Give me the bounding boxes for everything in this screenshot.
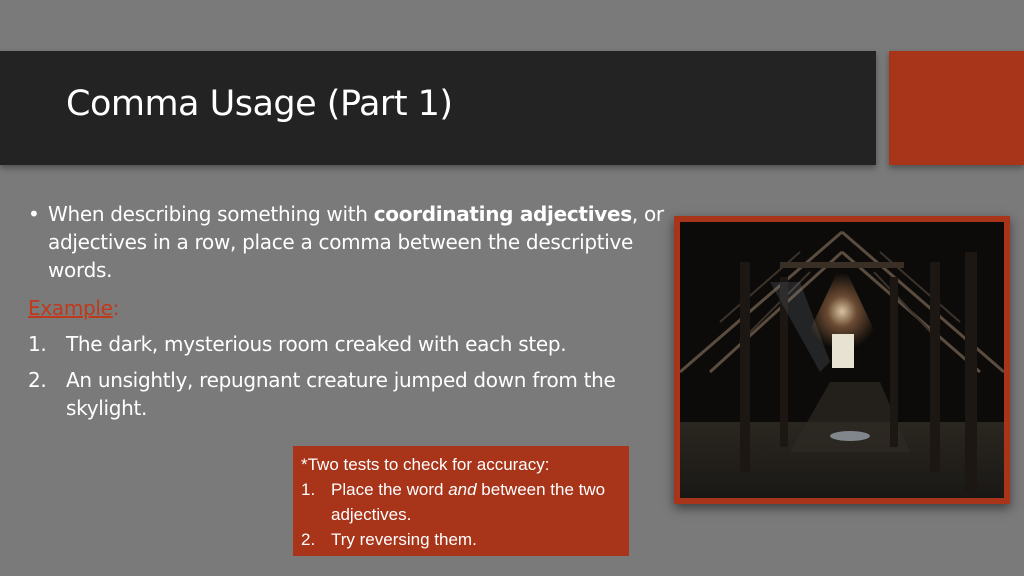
bullet-bold-term: coordinating adjectives xyxy=(373,202,632,226)
example-label: Example xyxy=(28,296,113,320)
test-item-text-after: between the two adjectives. xyxy=(331,480,606,524)
tests-heading: *Two tests to check for accuracy: xyxy=(301,455,550,474)
example-colon: : xyxy=(112,296,120,320)
slide-body xyxy=(28,200,668,422)
example-item xyxy=(28,330,668,358)
bullet-marker: • xyxy=(28,202,40,226)
attic-photo xyxy=(680,222,1004,498)
test-item-number: 2. xyxy=(301,530,316,549)
example-item-text: An unsightly, repugnant creature jumped down from the skylight. xyxy=(66,368,616,420)
bullet-text-after: , or adjectives in a row, place a comma between the descriptive words. xyxy=(48,202,664,282)
test-item-italic-word: and xyxy=(448,480,477,499)
test-item xyxy=(301,527,621,552)
example-item-text: The dark, mysterious room creaked with each step. xyxy=(66,332,567,356)
bullet-point xyxy=(28,200,668,284)
test-item-text: Try reversing them. xyxy=(331,530,477,549)
attic-photo-frame xyxy=(674,216,1010,504)
example-item-number: 2. xyxy=(28,368,47,392)
example-heading xyxy=(28,294,668,322)
example-item xyxy=(28,366,668,422)
test-item-number: 1. xyxy=(301,480,316,499)
tests-callout xyxy=(293,446,629,556)
test-item-text-before: Place the word xyxy=(331,480,449,499)
accent-block xyxy=(889,51,1024,165)
example-item-number: 1. xyxy=(28,332,47,356)
test-item xyxy=(301,477,621,527)
bullet-text-before: When describing something with xyxy=(48,202,374,226)
slide-title: Comma Usage (Part 1) xyxy=(66,84,453,124)
